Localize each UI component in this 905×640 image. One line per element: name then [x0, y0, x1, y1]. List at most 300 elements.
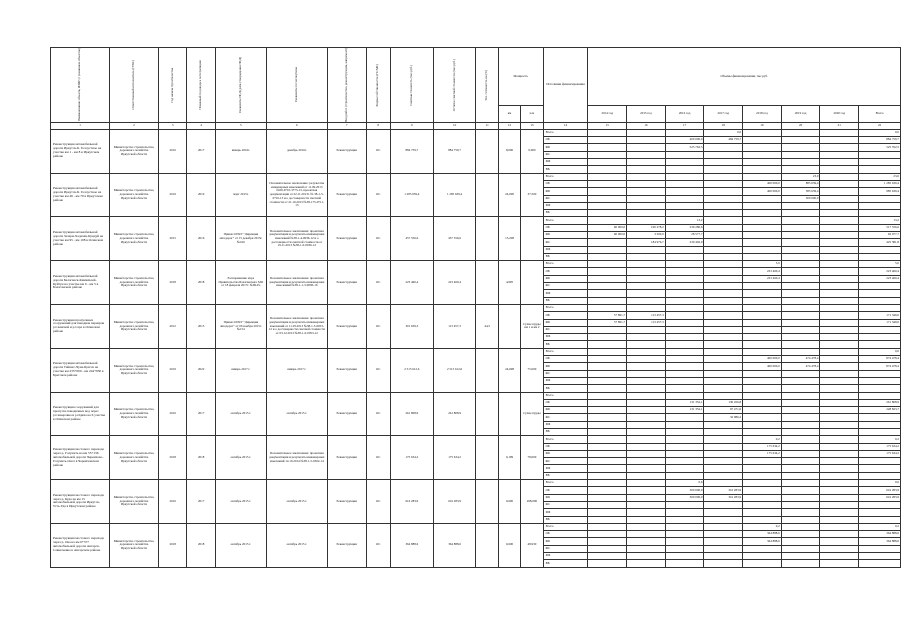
funding-cell — [859, 253, 901, 260]
funding-cell — [820, 458, 859, 465]
funding-cell — [665, 319, 704, 326]
source-label: ОБ — [543, 487, 588, 494]
funding-cell — [704, 545, 743, 552]
column-number: 21 — [820, 122, 859, 129]
funding-cell — [743, 480, 782, 487]
funding-cell — [588, 210, 627, 217]
year-2018: 2018 год — [743, 106, 782, 123]
funding-cell: 316 283,9 — [704, 494, 743, 501]
funding-cell — [743, 173, 782, 180]
funding-cell — [820, 202, 859, 209]
funding-cell — [743, 326, 782, 333]
column-number: 14 — [543, 122, 588, 129]
funding-cell — [704, 523, 743, 530]
funding-cell — [820, 231, 859, 238]
funding-cell — [665, 246, 704, 253]
funding-cell — [588, 494, 627, 501]
funding-cell — [627, 465, 666, 472]
funding-cell — [588, 246, 627, 253]
column-number: 16 — [627, 122, 666, 129]
funding-cell — [859, 341, 901, 348]
funding-cell — [781, 392, 820, 399]
funding-cell — [588, 385, 627, 392]
source-label: ВБ — [543, 472, 588, 479]
funding-cell: 3 500,0 — [627, 231, 666, 238]
column-number: 18 — [704, 122, 743, 129]
funding-cell — [627, 443, 666, 450]
source-label: МБ — [543, 377, 588, 384]
funding-cell — [665, 210, 704, 217]
funding-cell — [627, 348, 666, 355]
project-km: 0,600 — [498, 480, 520, 524]
funding-cell — [781, 246, 820, 253]
funding-cell — [743, 341, 782, 348]
funding-cell — [820, 275, 859, 282]
source-label: ВБ — [543, 253, 588, 260]
funding-cell — [588, 151, 627, 158]
funding-cell — [588, 443, 627, 450]
project-km: 8,000 — [498, 129, 520, 173]
funding-cell: 874 478,4 — [859, 356, 901, 363]
funding-cell — [704, 436, 743, 443]
funding-cell — [781, 370, 820, 377]
funding-cell — [743, 370, 782, 377]
funding-cell — [704, 261, 743, 268]
funding-cell — [820, 319, 859, 326]
funding-cell — [588, 341, 627, 348]
project-cost: 223 460,4 — [390, 261, 433, 305]
funding-cell — [743, 290, 782, 297]
funding-cell — [588, 261, 627, 268]
funding-cell — [704, 509, 743, 516]
funding-cell — [743, 560, 782, 567]
funding-cell — [588, 377, 627, 384]
funding-cell — [665, 304, 704, 311]
funding-cell — [588, 253, 627, 260]
funding-cell: 171 349,0 — [859, 312, 901, 319]
funding-cell — [743, 137, 782, 144]
funding-cell: 175 634,2 — [743, 443, 782, 450]
source-label: Всего — [543, 217, 588, 224]
project-ready — [476, 261, 498, 305]
funding-cell — [665, 180, 704, 187]
funding-cell: 175 634,2 — [859, 450, 901, 457]
project-ready — [476, 523, 498, 567]
funding-cell — [588, 217, 627, 224]
funding-cell — [781, 151, 820, 158]
funding-cell — [820, 363, 859, 370]
unit-km: км — [498, 106, 520, 123]
funding-cell: 92 077,7 — [859, 231, 901, 238]
funding-cell — [704, 465, 743, 472]
project-start: 2015 — [158, 217, 187, 261]
source-label: ФБ — [543, 450, 588, 457]
project-exp: январь 2017 г. — [266, 348, 327, 392]
funding-cell — [743, 217, 782, 224]
funding-cell — [743, 283, 782, 290]
column-number: 12 — [498, 122, 520, 129]
project-psd: март 2015г. — [215, 173, 266, 217]
project-rest: 223 460,4 — [433, 261, 476, 305]
funding-cell — [820, 210, 859, 217]
funding-cell — [743, 414, 782, 421]
funding-cell — [859, 458, 901, 465]
funding-cell — [704, 450, 743, 457]
funding-cell — [704, 363, 743, 370]
project-own: ОС — [366, 436, 390, 480]
funding-cell: 57 891,7 — [588, 312, 627, 319]
funding-cell: 175 634,2 — [743, 450, 782, 457]
funding-cell: 0,6 — [665, 480, 704, 487]
column-number: 11 — [476, 122, 498, 129]
project-rest: 175 634,2 — [433, 436, 476, 480]
funding-cell — [665, 370, 704, 377]
funding-cell — [627, 261, 666, 268]
project-row — [51, 392, 901, 399]
funding-cell — [743, 202, 782, 209]
column-number: 1 — [51, 122, 110, 129]
funding-cell — [859, 151, 901, 158]
funding-cell — [665, 450, 704, 457]
project-cost: 616 283,9 — [390, 480, 433, 524]
funding-cell — [781, 297, 820, 304]
funding-cell — [704, 458, 743, 465]
funding-cell — [588, 129, 627, 136]
funding-cell — [743, 545, 782, 552]
col-head-text: Остаток сметной стоимости (тыс.руб.) — [451, 58, 456, 112]
project-grbs: Министерство строительства, дорожного хозяйства Иркутской области — [110, 348, 159, 392]
funding-cell: 223 460,4 — [743, 268, 782, 275]
funding-cell — [588, 370, 627, 377]
funding-cell — [820, 494, 859, 501]
project-psd: январь 2016г. — [215, 129, 266, 173]
funding-cell: 874 478,4 — [859, 363, 901, 370]
funding-cell — [859, 392, 901, 399]
source-label: ФБ — [543, 275, 588, 282]
funding-cell — [588, 553, 627, 560]
funding-cell — [859, 290, 901, 297]
funding-cell — [743, 210, 782, 217]
funding-cell — [743, 516, 782, 523]
project-cost: 2 515 612,6 — [390, 348, 433, 392]
project-end: 2018 — [187, 523, 216, 567]
funding-cell — [743, 144, 782, 151]
funding-cell — [781, 465, 820, 472]
funding-cell: 0,0 — [704, 129, 743, 136]
funding-cell: 131 352,1 — [665, 399, 704, 406]
funding-cell — [743, 304, 782, 311]
funding-cell — [588, 523, 627, 530]
funding-cell — [820, 509, 859, 516]
funding-cell — [781, 159, 820, 166]
funding-cell — [781, 217, 820, 224]
funding-cell — [665, 166, 704, 173]
project-grbs: Министерство строительства, дорожного хозяйства Иркутской области — [110, 304, 159, 348]
funding-cell — [665, 312, 704, 319]
funding-cell — [704, 224, 743, 231]
project-cost: 1 285 639,4 — [390, 173, 433, 217]
funding-cell — [743, 392, 782, 399]
year-2019: 2019 год — [781, 106, 820, 123]
funding-cell — [743, 385, 782, 392]
funding-cell — [704, 275, 743, 282]
funding-cell — [665, 356, 704, 363]
project-pm: Сухие пруды — [521, 392, 543, 436]
funding-cell — [588, 414, 627, 421]
col-head-sources — [543, 48, 588, 123]
funding-cell: 23,0 — [859, 173, 901, 180]
project-own: ОС — [366, 261, 390, 305]
funding-cell — [859, 210, 901, 217]
header-row — [51, 48, 901, 106]
funding-cell — [781, 458, 820, 465]
funding-cell — [820, 414, 859, 421]
funding-cell — [588, 509, 627, 516]
project-ready: 44,5 — [476, 304, 498, 348]
project-name: Реконструкция пропускных сооружений для паводков переправ р.Саянской и р.Сара в Осинском районе — [51, 304, 110, 348]
funding-cell: 525 762,5 — [859, 144, 901, 151]
project-own: ОС — [366, 304, 390, 348]
funding-cell — [665, 326, 704, 333]
funding-cell: 175 634,2 — [859, 443, 901, 450]
funding-cell — [588, 202, 627, 209]
project-start: 2016 — [158, 392, 187, 436]
funding-cell — [820, 399, 859, 406]
project-ready — [476, 173, 498, 217]
funding-cell — [743, 129, 782, 136]
project-pm: 75,000 — [521, 348, 543, 392]
funding-cell — [781, 377, 820, 384]
project-cost: 175 634,2 — [390, 436, 433, 480]
funding-cell — [588, 538, 627, 545]
project-end: 2015 — [187, 304, 216, 348]
funding-cell — [743, 407, 782, 414]
funding-cell — [704, 377, 743, 384]
funding-cell — [665, 348, 704, 355]
source-label: МБ — [543, 553, 588, 560]
funding-cell — [781, 421, 820, 428]
funding-cell — [781, 253, 820, 260]
funding-cell — [627, 173, 666, 180]
funding-cell — [665, 538, 704, 545]
funding-cell — [781, 202, 820, 209]
funding-cell — [820, 341, 859, 348]
funding-cell — [820, 144, 859, 151]
funding-cell — [820, 385, 859, 392]
funding-cell — [665, 283, 704, 290]
funding-cell — [665, 392, 704, 399]
funding-cell: 230 402,9 — [665, 239, 704, 246]
source-label: МБ — [543, 421, 588, 428]
funding-title: Объемы финансирования, тыс.руб. — [720, 73, 768, 78]
funding-cell — [627, 334, 666, 341]
funding-cell — [820, 334, 859, 341]
funding-cell: 616 283,9 — [859, 487, 901, 494]
funding-cell — [781, 137, 820, 144]
funding-cell — [665, 545, 704, 552]
funding-cell: 364 888,6 — [743, 538, 782, 545]
source-label: ФС — [543, 151, 588, 158]
source-label: МБ — [543, 509, 588, 516]
col-head-text: Тех. готовность на (%) — [484, 69, 489, 101]
project-ready — [476, 436, 498, 480]
funding-cell — [588, 297, 627, 304]
funding-cell — [859, 246, 901, 253]
project-rest: 616 283,9 — [433, 480, 476, 524]
funding-cell — [627, 414, 666, 421]
source-label: ОБ — [543, 224, 588, 231]
funding-cell — [820, 195, 859, 202]
funding-cell: 5,0 — [859, 261, 901, 268]
funding-cell — [743, 421, 782, 428]
funding-cell: 525 762,5 — [665, 144, 704, 151]
funding-cell — [820, 283, 859, 290]
funding-cell — [859, 202, 901, 209]
source-label: ВБ — [543, 341, 588, 348]
funding-cell — [588, 392, 627, 399]
source-label: Всего — [543, 129, 588, 136]
source-label: ОБ — [543, 312, 588, 319]
year-2020: 2020 год — [820, 106, 859, 123]
funding-cell — [704, 560, 743, 567]
funding-cell: 425 381,8 — [859, 239, 901, 246]
funding-cell — [859, 501, 901, 508]
funding-cell — [627, 421, 666, 428]
project-name: Реконструкция автомобильной дороги Иркутск-Б. Голоустное на участке км 1 - км 8 в Иркутском районе — [51, 129, 110, 173]
funding-cell — [588, 516, 627, 523]
col-head-funding — [588, 48, 901, 106]
funding-cell — [665, 421, 704, 428]
funding-cell — [588, 399, 627, 406]
column-number: 22 — [859, 122, 901, 129]
funding-cell — [820, 553, 859, 560]
funding-cell: 32 986,2 — [704, 414, 743, 421]
column-number: 19 — [743, 122, 782, 129]
funding-cell — [743, 429, 782, 436]
funding-cell — [627, 341, 666, 348]
funding-cell: 23,0 — [781, 173, 820, 180]
funding-cell — [665, 268, 704, 275]
funding-cell — [704, 290, 743, 297]
funding-cell: 261 808,9 — [859, 399, 901, 406]
funding-cell — [820, 188, 859, 195]
funding-cell — [820, 180, 859, 187]
funding-cell — [820, 261, 859, 268]
funding-cell — [781, 275, 820, 282]
sources-title: Источники финансирования — [546, 82, 585, 87]
project-exp: октябрь 2015 г. — [266, 480, 327, 524]
funding-cell — [627, 553, 666, 560]
funding-cell — [820, 159, 859, 166]
funding-cell — [665, 509, 704, 516]
source-label: Всего — [543, 436, 588, 443]
funding-cell — [665, 501, 704, 508]
funding-cell — [627, 151, 666, 158]
project-end: 2017 — [187, 392, 216, 436]
funding-cell — [627, 531, 666, 538]
project-name: Реконструкция мостового перехода через р. Куда на км 15 автомобильной дороги Иркутск-Усть-Уда в Иркутском районе — [51, 480, 110, 524]
funding-cell — [781, 523, 820, 530]
funding-cell: 885 639,4 — [781, 180, 820, 187]
unit-pm: п.м — [521, 106, 543, 123]
funding-cell — [704, 472, 743, 479]
project-exp: Положительное заключение: проектная документация и результаты инженерных изысканий 14.10.2014 №38-1-5-0362-14 — [266, 436, 327, 480]
funding-cell: 0,2 — [743, 523, 782, 530]
source-label: ФБ — [543, 363, 588, 370]
funding-cell — [743, 297, 782, 304]
col-head-name — [51, 48, 110, 123]
col-head-psd — [215, 48, 266, 123]
funding-cell — [820, 450, 859, 457]
project-rest: 2 515 612,6 — [433, 348, 476, 392]
funding-cell — [665, 261, 704, 268]
funding-cell — [743, 246, 782, 253]
funding-cell — [781, 348, 820, 355]
source-label: Всего — [543, 392, 588, 399]
funding-cell — [743, 195, 782, 202]
funding-cell — [588, 173, 627, 180]
source-label: ВБ — [543, 560, 588, 567]
funding-cell — [743, 472, 782, 479]
funding-cell — [627, 436, 666, 443]
col-head-text: Вид работ (строительство, реконструкция, капремонт) — [343, 48, 348, 122]
project-grbs: Министерство строительства, дорожного хозяйства Иркутской области — [110, 129, 159, 173]
source-label: ОБ — [543, 268, 588, 275]
funding-cell — [627, 304, 666, 311]
source-label: ФС — [543, 239, 588, 246]
source-label: Всего — [543, 173, 588, 180]
project-own: ОС — [366, 392, 390, 436]
source-label: Всего — [543, 523, 588, 530]
funding-cell: 985 639,4 — [859, 188, 901, 195]
year-total: Всего — [859, 106, 901, 123]
project-own: ОС — [366, 348, 390, 392]
column-number: 8 — [366, 122, 390, 129]
source-label: МБ — [543, 246, 588, 253]
funding-cell: 223 460,4 — [859, 275, 901, 282]
funding-cell: 474 478,4 — [781, 363, 820, 370]
funding-cell — [781, 538, 820, 545]
col-head-text: Сметная стоимость (тыс.руб.) — [408, 64, 413, 106]
funding-cell: 364 888,6 — [859, 538, 901, 545]
funding-cell — [627, 450, 666, 457]
funding-cell — [781, 341, 820, 348]
project-pm: 37,500 — [521, 173, 543, 217]
funding-cell — [704, 231, 743, 238]
funding-cell — [820, 465, 859, 472]
funding-cell — [781, 261, 820, 268]
column-number: 7 — [327, 122, 366, 129]
funding-cell — [820, 239, 859, 246]
funding-cell — [588, 348, 627, 355]
funding-cell — [781, 487, 820, 494]
funding-cell — [704, 392, 743, 399]
funding-cell — [588, 429, 627, 436]
funding-cell — [704, 188, 743, 195]
funding-cell — [859, 159, 901, 166]
funding-cell: 113 457,3 — [627, 319, 666, 326]
funding-cell — [820, 472, 859, 479]
project-km: 13,208 — [498, 217, 520, 261]
column-number: 4 — [187, 122, 216, 129]
project-ready — [476, 129, 498, 173]
funding-cell — [588, 356, 627, 363]
col-head-text: Реквизиты ПСД (дата утверждения ПСД) — [238, 56, 242, 113]
funding-cell — [588, 421, 627, 428]
column-number: 3 — [158, 122, 187, 129]
project-row — [51, 261, 901, 268]
funding-cell — [588, 290, 627, 297]
